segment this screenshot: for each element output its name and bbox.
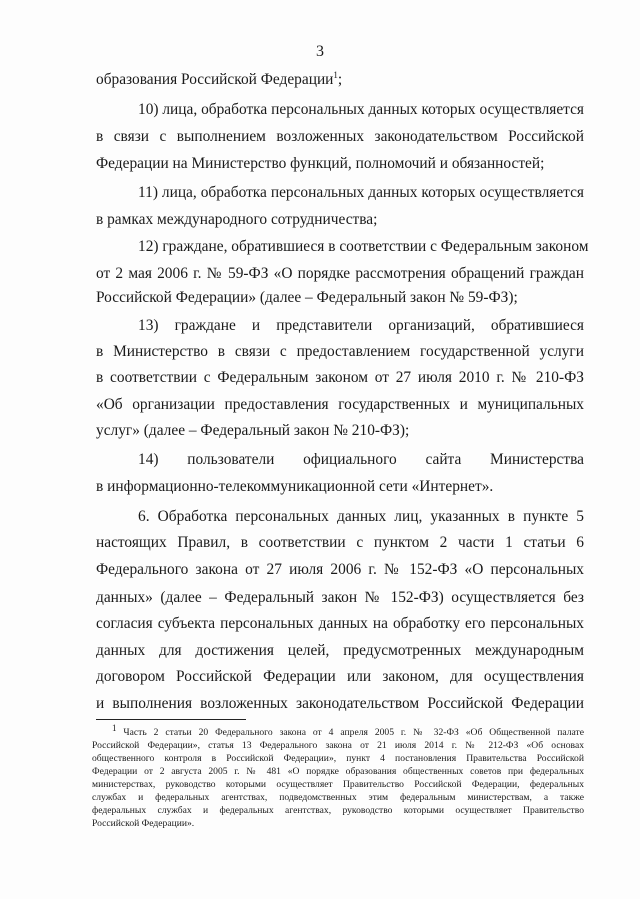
text-line: от 2 мая 2006 г. № 59-ФЗ «О порядке рассмотрения обращений граждан bbox=[96, 265, 584, 282]
list-item-14: 14) пользователи официального сайта Министерства bbox=[138, 451, 584, 468]
text-line: «Об организации предоставления государственных и муниципальных bbox=[96, 396, 584, 413]
text-line: услуг» (далее – Федеральный закон № 210-ФЗ); bbox=[96, 422, 410, 439]
text-line: Федерального закона от 27 июля 2006 г. № 152-ФЗ «О персональных bbox=[96, 561, 584, 578]
page-number: 3 bbox=[316, 43, 324, 60]
text-line: согласия субъекта персональных данных на обработку его персональных bbox=[96, 615, 584, 632]
footnote-ref: 1 bbox=[333, 69, 338, 80]
footnote-text: Часть 2 статьи 20 Федерального закона от 4 апреля 2005 г. № 32-ФЗ «Об Общественной палате bbox=[123, 727, 584, 738]
text-line: данных» (далее – Федеральный закон № 152-ФЗ) осуществляется без bbox=[96, 589, 584, 606]
footnote-line: министерствах, руководство которыми осуществляет Правительство Российской Федерации, федеральных bbox=[92, 779, 584, 790]
footnote-line: службах и федеральных агентствах, подведомственных этим федеральным министерствам, а также bbox=[92, 792, 584, 803]
text-line-body: образования Российской Федерации bbox=[96, 71, 334, 88]
text-line: в информационно-телекоммуникационной сети «Интернет». bbox=[96, 478, 494, 495]
footnote-line: Федерации от 2 августа 2005 г. № 481 «О порядке образования общественных советов при федеральных bbox=[92, 766, 584, 777]
text-line: договором Российской Федерации или законом, для осуществления bbox=[96, 668, 584, 685]
list-item-13: 13) граждане и представители организаций, обратившиеся bbox=[138, 317, 584, 334]
list-item-10: 10) лица, обработка персональных данных которых осуществляется bbox=[138, 101, 584, 118]
text-line: в соответствии с Федеральным законом от 27 июля 2010 г. № 210-ФЗ bbox=[96, 369, 584, 386]
text-line: и выполнения возложенных законодательством Российской Федерации bbox=[96, 695, 584, 712]
footnote-line: общественного контроля в Российской Федерации», пункт 4 постановления Правительства Российской bbox=[92, 753, 584, 764]
text-line bbox=[96, 70, 584, 90]
text-line-tail: ; bbox=[337, 71, 343, 88]
list-item-12: 12) граждане, обратившиеся в соответствии с Федеральным законом bbox=[138, 238, 589, 255]
footnote-separator bbox=[96, 719, 246, 720]
text-line: настоящих Правил, в соответствии с пунктом 2 части 1 статьи 6 bbox=[96, 534, 584, 551]
footnote-line bbox=[112, 722, 584, 739]
footnote-line: федеральных службах и федеральных агентствах, руководство которыми осуществляет Правительство bbox=[92, 805, 584, 816]
text-line: Российской Федерации» (далее – Федеральный закон № 59-ФЗ); bbox=[96, 289, 518, 306]
paragraph-6-start: 6. Обработка персональных данных лиц, указанных в пункте 5 bbox=[138, 508, 584, 525]
text-line: в связи с выполнением возложенных законодательством Российской bbox=[96, 128, 584, 145]
footnote-mark: 1 bbox=[112, 722, 117, 733]
list-item-11: 11) лица, обработка персональных данных которых осуществляется bbox=[138, 184, 584, 201]
text-line: в рамках международного сотрудничества; bbox=[96, 211, 378, 228]
text-line: данных для достижения целей, предусмотренных международным bbox=[96, 642, 584, 659]
text-line: Федерации на Министерство функций, полномочий и обязанностей; bbox=[96, 155, 545, 172]
footnote-line: Российской Федерации». bbox=[92, 818, 195, 829]
footnote-line: Российской Федерации», статья 13 Федерального закона от 21 июля 2014 г. № 212-ФЗ «Об основах bbox=[92, 740, 584, 751]
text-line: в Министерство в связи с предоставлением государственной услуги bbox=[96, 343, 584, 360]
